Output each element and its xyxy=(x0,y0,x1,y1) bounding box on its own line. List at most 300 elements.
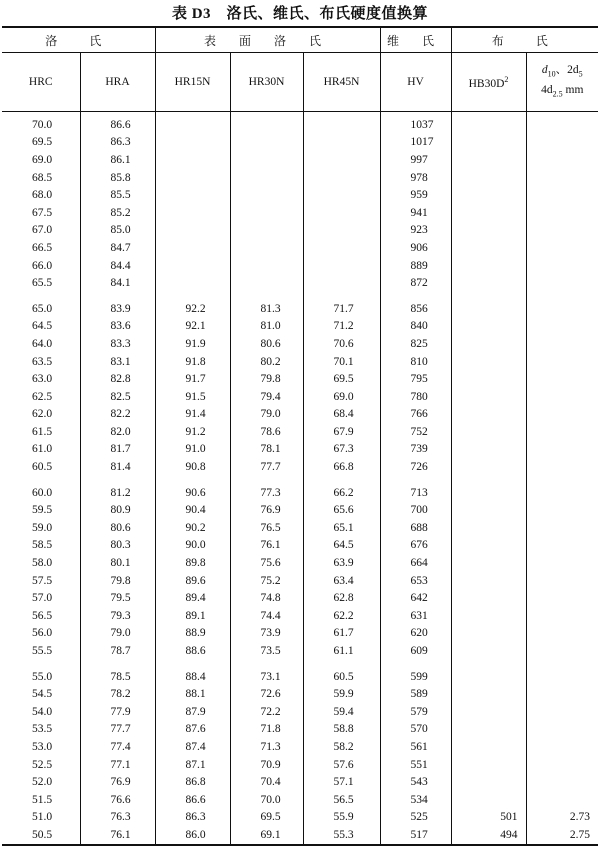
cell-hr15n: 91.2 xyxy=(155,423,230,441)
cell-hb xyxy=(451,773,526,791)
cell-d xyxy=(526,441,598,459)
cell-hb xyxy=(451,204,526,222)
cell-hr15n: 90.8 xyxy=(155,458,230,476)
cell-hr45n: 71.2 xyxy=(303,318,380,336)
cell-hr15n: 91.9 xyxy=(155,335,230,353)
cell-hv: 517 xyxy=(380,826,451,845)
cell-hra: 85.2 xyxy=(80,204,155,222)
cell-hr45n: 61.7 xyxy=(303,625,380,643)
cell-hb xyxy=(451,112,526,134)
cell-hr30n xyxy=(230,239,303,257)
cell-hr15n: 91.4 xyxy=(155,406,230,424)
cell-hr45n: 66.2 xyxy=(303,484,380,502)
cell-hb xyxy=(451,134,526,152)
cell-hb xyxy=(451,222,526,240)
cell-hra: 83.6 xyxy=(80,318,155,336)
cell-hv: 906 xyxy=(380,239,451,257)
cell-hr30n xyxy=(230,274,303,292)
cell-hr30n: 80.2 xyxy=(230,353,303,371)
cell-hr15n xyxy=(155,239,230,257)
col-d-line1 xyxy=(527,62,599,82)
cell-hb xyxy=(451,274,526,292)
cell-hrc: 57.0 xyxy=(32,592,53,605)
cell-hr30n xyxy=(230,222,303,240)
cell-hr15n: 90.6 xyxy=(155,484,230,502)
cell-hb xyxy=(451,668,526,686)
cell-hr45n: 65.1 xyxy=(303,519,380,537)
cell-hra: 81.7 xyxy=(80,441,155,459)
table-row xyxy=(2,685,598,703)
gap-cell xyxy=(303,292,380,300)
cell-hr45n xyxy=(303,169,380,187)
table-row xyxy=(2,589,598,607)
cell-hr45n: 65.6 xyxy=(303,501,380,519)
cell-d xyxy=(526,738,598,756)
cell-hrc: 60.5 xyxy=(32,461,53,474)
table-row xyxy=(2,484,598,502)
gap-cell xyxy=(2,476,80,484)
cell-hrc: 58.0 xyxy=(32,557,53,570)
cell-hb xyxy=(451,572,526,590)
cell-hrc: 55.0 xyxy=(32,670,53,683)
cell-hrc: 69.0 xyxy=(32,153,53,166)
d-symbol: d xyxy=(541,63,548,76)
cell-hb xyxy=(451,353,526,371)
col-hr45n: HR45N xyxy=(303,53,380,112)
cell-hrc: 56.5 xyxy=(32,609,53,622)
cell-hr15n: 91.0 xyxy=(155,441,230,459)
cell-hv: 653 xyxy=(380,572,451,590)
cell-hb xyxy=(451,738,526,756)
cell-hb xyxy=(451,406,526,424)
cell-hr45n: 59.9 xyxy=(303,685,380,703)
cell-hra: 79.3 xyxy=(80,607,155,625)
gap-cell xyxy=(230,476,303,484)
cell-hb xyxy=(451,300,526,318)
cell-hr45n: 66.8 xyxy=(303,458,380,476)
cell-hv: 570 xyxy=(380,721,451,739)
cell-hr30n: 73.9 xyxy=(230,625,303,643)
table-row xyxy=(2,257,598,275)
gap-cell xyxy=(155,476,230,484)
cell-hb xyxy=(451,537,526,555)
cell-hr15n: 86.8 xyxy=(155,773,230,791)
cell-hr45n: 55.3 xyxy=(303,826,380,845)
cell-hb: 494 xyxy=(451,826,526,845)
cell-d xyxy=(526,274,598,292)
cell-hr30n: 73.1 xyxy=(230,668,303,686)
cell-hr45n: 59.4 xyxy=(303,703,380,721)
row-gap xyxy=(2,292,598,300)
col-hr15n: HR15N xyxy=(155,53,230,112)
cell-d xyxy=(526,222,598,240)
cell-hr30n: 80.6 xyxy=(230,335,303,353)
col-d-line2 xyxy=(527,82,599,102)
cell-d xyxy=(526,458,598,476)
cell-hv: 676 xyxy=(380,537,451,555)
cell-hr15n: 89.1 xyxy=(155,607,230,625)
cell-hra: 85.8 xyxy=(80,169,155,187)
cell-hra: 80.1 xyxy=(80,554,155,572)
cell-d xyxy=(526,169,598,187)
cell-hb xyxy=(451,642,526,660)
cell-hr45n: 69.5 xyxy=(303,370,380,388)
cell-d xyxy=(526,773,598,791)
cell-hr30n: 73.5 xyxy=(230,642,303,660)
cell-hr45n: 60.5 xyxy=(303,668,380,686)
d-text: 、2d xyxy=(555,63,579,76)
cell-hr45n: 57.1 xyxy=(303,773,380,791)
col-hb xyxy=(451,53,526,112)
gap-cell xyxy=(451,660,526,668)
cell-hb xyxy=(451,721,526,739)
cell-hr45n xyxy=(303,151,380,169)
table-row xyxy=(2,607,598,625)
cell-d xyxy=(526,134,598,152)
d-sub: 10 xyxy=(547,69,556,78)
cell-d xyxy=(526,257,598,275)
table-row xyxy=(2,519,598,537)
cell-hb xyxy=(451,458,526,476)
cell-hrc: 54.0 xyxy=(32,705,53,718)
cell-hr30n: 79.8 xyxy=(230,370,303,388)
cell-d xyxy=(526,572,598,590)
cell-hr45n: 62.8 xyxy=(303,589,380,607)
cell-hr30n: 79.0 xyxy=(230,406,303,424)
cell-hb xyxy=(451,370,526,388)
cell-hv: 579 xyxy=(380,703,451,721)
table-row xyxy=(2,151,598,169)
cell-hra: 81.2 xyxy=(80,484,155,502)
cell-hb xyxy=(451,484,526,502)
cell-hr45n xyxy=(303,222,380,240)
cell-hr30n: 76.9 xyxy=(230,501,303,519)
cell-d xyxy=(526,756,598,774)
table-row xyxy=(2,756,598,774)
cell-hra: 84.4 xyxy=(80,257,155,275)
cell-hv: 1017 xyxy=(380,134,451,152)
table-row xyxy=(2,537,598,555)
cell-hr30n xyxy=(230,112,303,134)
cell-hr15n: 88.4 xyxy=(155,668,230,686)
cell-hrc: 66.0 xyxy=(32,259,53,272)
cell-hrc: 69.5 xyxy=(32,136,53,149)
col-hv: HV xyxy=(380,53,451,112)
cell-hra: 86.6 xyxy=(80,112,155,134)
cell-hb xyxy=(451,756,526,774)
cell-hrc: 64.5 xyxy=(32,320,53,333)
cell-hr30n: 71.8 xyxy=(230,721,303,739)
cell-d xyxy=(526,703,598,721)
cell-hr45n xyxy=(303,239,380,257)
d-sub-2: 5 xyxy=(578,69,583,78)
cell-hv: 997 xyxy=(380,151,451,169)
cell-hrc: 53.0 xyxy=(32,740,53,753)
cell-hr15n: 87.6 xyxy=(155,721,230,739)
cell-d: 2.73 xyxy=(526,809,598,827)
group-surface-rockwell: 表 面 洛 氏 xyxy=(155,27,380,53)
cell-hb xyxy=(451,169,526,187)
table-row xyxy=(2,134,598,152)
cell-hrc: 67.5 xyxy=(32,206,53,219)
table-row xyxy=(2,370,598,388)
table-row xyxy=(2,112,598,134)
cell-hra: 76.9 xyxy=(80,773,155,791)
cell-hr30n: 77.7 xyxy=(230,458,303,476)
cell-hrc: 65.0 xyxy=(32,302,53,315)
cell-d xyxy=(526,353,598,371)
cell-d xyxy=(526,625,598,643)
cell-d xyxy=(526,791,598,809)
table-row xyxy=(2,353,598,371)
cell-hr15n xyxy=(155,186,230,204)
cell-hv: 543 xyxy=(380,773,451,791)
cell-hr45n: 68.4 xyxy=(303,406,380,424)
column-header-row xyxy=(2,53,598,112)
cell-hr45n: 63.9 xyxy=(303,554,380,572)
table-row xyxy=(2,388,598,406)
cell-d xyxy=(526,642,598,660)
cell-hr15n xyxy=(155,204,230,222)
cell-hrc: 62.0 xyxy=(32,408,53,421)
cell-hrc: 60.0 xyxy=(32,486,53,499)
cell-hrc: 68.5 xyxy=(32,171,53,184)
table-row xyxy=(2,274,598,292)
table-row xyxy=(2,668,598,686)
cell-hv: 840 xyxy=(380,318,451,336)
cell-hb xyxy=(451,423,526,441)
table-row xyxy=(2,572,598,590)
cell-d xyxy=(526,501,598,519)
cell-hr30n: 70.0 xyxy=(230,791,303,809)
table-row xyxy=(2,458,598,476)
cell-hra: 81.4 xyxy=(80,458,155,476)
cell-hr30n: 70.4 xyxy=(230,773,303,791)
table-row xyxy=(2,186,598,204)
cell-hv: 620 xyxy=(380,625,451,643)
row-gap xyxy=(2,660,598,668)
cell-hrc: 55.5 xyxy=(32,645,53,658)
cell-d xyxy=(526,388,598,406)
col-indent-diameter xyxy=(526,53,598,112)
cell-hr45n: 67.9 xyxy=(303,423,380,441)
cell-hra: 76.6 xyxy=(80,791,155,809)
cell-hb xyxy=(451,239,526,257)
cell-hra: 76.1 xyxy=(80,826,155,845)
cell-hv: 551 xyxy=(380,756,451,774)
cell-hr15n: 87.1 xyxy=(155,756,230,774)
cell-hv: 739 xyxy=(380,441,451,459)
cell-hr15n: 86.3 xyxy=(155,809,230,827)
cell-hv: 700 xyxy=(380,501,451,519)
cell-hr45n: 57.6 xyxy=(303,756,380,774)
cell-hr15n: 91.8 xyxy=(155,353,230,371)
cell-d xyxy=(526,370,598,388)
cell-hrc: 64.0 xyxy=(32,337,53,350)
cell-hr15n: 89.4 xyxy=(155,589,230,607)
group-vickers: 维 氏 xyxy=(380,27,451,53)
gap-cell xyxy=(2,660,80,668)
cell-hv: 534 xyxy=(380,791,451,809)
cell-hb xyxy=(451,607,526,625)
cell-hv: 978 xyxy=(380,169,451,187)
table-title: 表 D3 洛氏、维氏、布氏硬度值换算 xyxy=(171,6,429,22)
cell-d xyxy=(526,484,598,502)
cell-hr30n: 75.6 xyxy=(230,554,303,572)
cell-hv: 609 xyxy=(380,642,451,660)
cell-hr30n xyxy=(230,134,303,152)
group-brinell: 布 氏 xyxy=(451,27,598,53)
table-row xyxy=(2,169,598,187)
cell-hra: 77.4 xyxy=(80,738,155,756)
cell-d xyxy=(526,721,598,739)
cell-hr45n: 70.6 xyxy=(303,335,380,353)
cell-hrc: 58.5 xyxy=(32,539,53,552)
cell-hv: 959 xyxy=(380,186,451,204)
cell-hr30n xyxy=(230,151,303,169)
table-row xyxy=(2,826,598,845)
hardness-conversion-table xyxy=(2,26,598,846)
cell-hb xyxy=(451,388,526,406)
group-rockwell: 洛 氏 xyxy=(2,27,155,53)
gap-cell xyxy=(155,660,230,668)
cell-hra: 82.8 xyxy=(80,370,155,388)
cell-hr45n: 71.7 xyxy=(303,300,380,318)
cell-hr45n: 58.8 xyxy=(303,721,380,739)
cell-hrc: 56.0 xyxy=(32,627,53,640)
table-row xyxy=(2,335,598,353)
cell-hr30n: 74.8 xyxy=(230,589,303,607)
table-body xyxy=(2,112,598,845)
col-hr30n: HR30N xyxy=(230,53,303,112)
cell-hr45n xyxy=(303,274,380,292)
cell-hr45n xyxy=(303,134,380,152)
cell-hb xyxy=(451,335,526,353)
cell-hb xyxy=(451,257,526,275)
table-row xyxy=(2,406,598,424)
cell-hr15n: 88.6 xyxy=(155,642,230,660)
cell-hr15n: 88.9 xyxy=(155,625,230,643)
cell-hv: 642 xyxy=(380,589,451,607)
cell-hrc: 61.5 xyxy=(32,425,53,438)
gap-cell xyxy=(155,292,230,300)
col-hra: HRA xyxy=(80,53,155,112)
gap-cell xyxy=(526,660,598,668)
cell-hr15n: 87.4 xyxy=(155,738,230,756)
cell-hr45n: 69.0 xyxy=(303,388,380,406)
cell-hr15n xyxy=(155,257,230,275)
cell-hr45n xyxy=(303,186,380,204)
cell-hb xyxy=(451,186,526,204)
table-row xyxy=(2,809,598,827)
cell-hr30n: 71.3 xyxy=(230,738,303,756)
cell-hra: 83.3 xyxy=(80,335,155,353)
cell-hrc: 59.0 xyxy=(32,521,53,534)
d-unit: mm xyxy=(562,84,584,96)
cell-hrc: 63.5 xyxy=(32,355,53,368)
cell-hra: 86.1 xyxy=(80,151,155,169)
cell-hrc: 51.0 xyxy=(32,811,53,824)
cell-d xyxy=(526,151,598,169)
table-row xyxy=(2,441,598,459)
cell-hra: 82.5 xyxy=(80,388,155,406)
cell-d xyxy=(526,239,598,257)
cell-hr45n: 58.2 xyxy=(303,738,380,756)
gap-cell xyxy=(303,476,380,484)
cell-hr30n: 76.1 xyxy=(230,537,303,555)
cell-hrc: 57.5 xyxy=(32,574,53,587)
cell-hb xyxy=(451,318,526,336)
cell-hr45n: 62.2 xyxy=(303,607,380,625)
table-row xyxy=(2,300,598,318)
cell-hb xyxy=(451,441,526,459)
cell-hr15n xyxy=(155,274,230,292)
table-row xyxy=(2,423,598,441)
cell-hr45n xyxy=(303,112,380,134)
table-row xyxy=(2,703,598,721)
cell-hr30n: 81.0 xyxy=(230,318,303,336)
cell-hv: 795 xyxy=(380,370,451,388)
cell-hv: 889 xyxy=(380,257,451,275)
gap-cell xyxy=(526,292,598,300)
cell-hv: 525 xyxy=(380,809,451,827)
cell-hb xyxy=(451,625,526,643)
cell-hb xyxy=(451,703,526,721)
cell-hr15n xyxy=(155,112,230,134)
table-row xyxy=(2,721,598,739)
gap-cell xyxy=(80,476,155,484)
cell-hr30n: 76.5 xyxy=(230,519,303,537)
cell-d xyxy=(526,406,598,424)
cell-hra: 77.1 xyxy=(80,756,155,774)
cell-d xyxy=(526,423,598,441)
cell-hr30n: 69.1 xyxy=(230,826,303,845)
cell-d xyxy=(526,685,598,703)
cell-hr30n xyxy=(230,169,303,187)
d-text-2: 4d xyxy=(541,84,553,96)
gap-cell xyxy=(380,292,451,300)
gap-cell xyxy=(526,476,598,484)
cell-hr15n xyxy=(155,151,230,169)
cell-hra: 83.9 xyxy=(80,300,155,318)
gap-cell xyxy=(380,476,451,484)
col-hrc: HRC xyxy=(2,53,80,112)
cell-hv: 561 xyxy=(380,738,451,756)
cell-hr30n: 72.2 xyxy=(230,703,303,721)
col-hb-label: HB30D xyxy=(468,77,505,90)
cell-hra: 77.7 xyxy=(80,721,155,739)
d-sub-3: 2.5 xyxy=(552,89,563,99)
cell-hv: 752 xyxy=(380,423,451,441)
cell-hra: 79.8 xyxy=(80,572,155,590)
cell-d xyxy=(526,335,598,353)
cell-hr15n: 92.1 xyxy=(155,318,230,336)
cell-hb xyxy=(451,501,526,519)
cell-d xyxy=(526,204,598,222)
cell-hr30n: 78.1 xyxy=(230,441,303,459)
cell-hrc: 54.5 xyxy=(32,688,53,701)
gap-cell xyxy=(380,660,451,668)
cell-hv: 941 xyxy=(380,204,451,222)
cell-hrc: 51.5 xyxy=(32,793,53,806)
cell-hb xyxy=(451,554,526,572)
cell-hrc: 66.5 xyxy=(32,241,53,254)
cell-hr30n: 75.2 xyxy=(230,572,303,590)
table-row xyxy=(2,318,598,336)
cell-hv: 599 xyxy=(380,668,451,686)
table-row xyxy=(2,791,598,809)
cell-hr30n: 78.6 xyxy=(230,423,303,441)
